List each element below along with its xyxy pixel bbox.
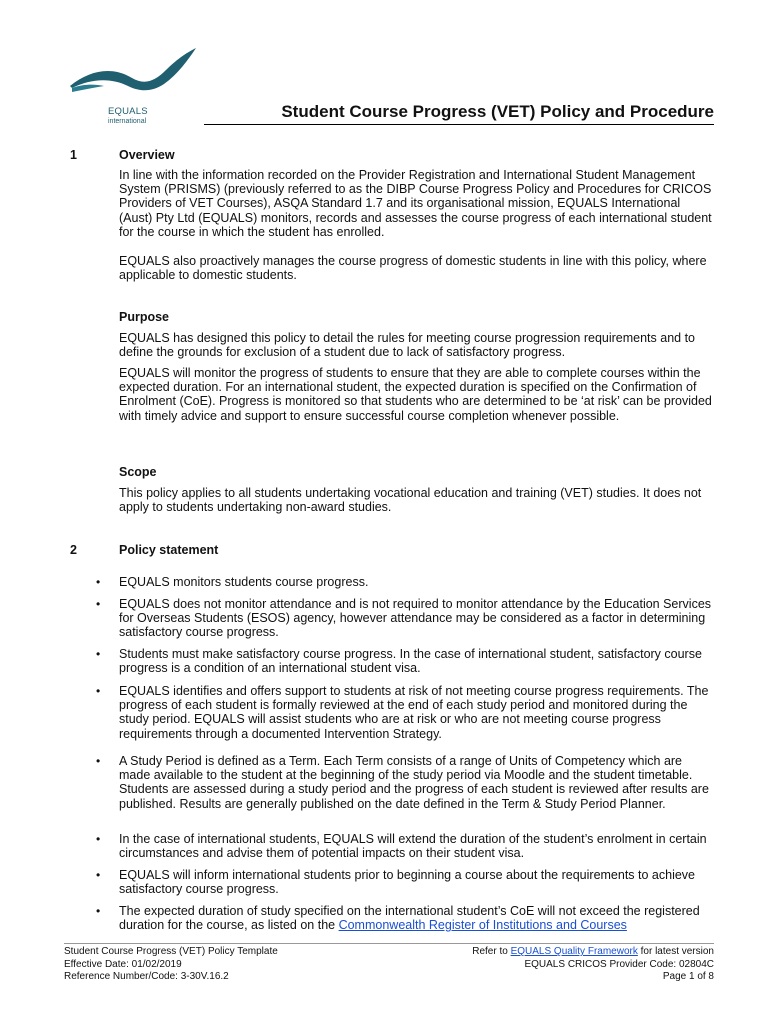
footer-version-note	[472, 946, 714, 959]
scope-heading: Scope	[119, 465, 157, 479]
bullet-marker: •	[96, 754, 101, 768]
logo-sub-text: international	[108, 118, 147, 125]
footer-page-number: Page 1 of 8	[662, 971, 714, 982]
policy-bullet-5: A Study Period is defined as a Term. Each Term consists of a range of Units of Competency which are made available to the student at the beginning of the study period via Moodle and the student timetable. Students are assessed during a study period and the progress of each student is reviewed after results are published. Results are generally published on the date defined in the Term & Study Period Planner.	[119, 754, 709, 811]
purpose-heading: Purpose	[119, 310, 170, 324]
section-1-heading: Overview	[119, 148, 175, 162]
footer-reference-code: Reference Number/Code: 3-30V.16.2	[64, 971, 229, 982]
policy-bullet-4: EQUALS identifies and offers support to students at risk of not meeting course progress requirements. The progress of each student is formally reviewed at the end of each study period and monitored during the study period. EQUALS will assist students who are at risk or who are not meeting course progress requirements through a documented Intervention Strategy.	[119, 684, 709, 741]
policy-bullet-2: EQUALS does not monitor attendance and is not required to monitor attendance by the Education Services for Overseas Students (ESOS) agency, however attendance may be considered as a factor in determining satisfactory course progress.	[119, 597, 712, 640]
scope-paragraph: This policy applies to all students undertaking vocational education and training (VET) studies. It does not apply to students undertaking non-award studies.	[119, 486, 702, 515]
purpose-paragraph-2: EQUALS will monitor the progress of students to ensure that they are able to complete courses within the expected duration. For an international student, the expected duration is specified on the Confirmation of Enrolment (CoE). Progress is monitored so that students who are determined to be ‘at risk’ can be provided with timely advice and support to ensure successful course completion whenever possible.	[119, 366, 712, 423]
logo-brand-text: EQUALS	[108, 106, 148, 117]
bullet-marker: •	[96, 684, 101, 698]
footer-latest-version-text: for latest version	[637, 946, 714, 957]
bullet-marker: •	[96, 575, 101, 589]
bullet-marker: •	[96, 868, 101, 882]
footer-refer-text: Refer to	[472, 946, 511, 957]
purpose-paragraph-1: EQUALS has designed this policy to detail the rules for meeting course progression requirements and to define the grounds for exclusion of a student due to lack of satisfactory progress.	[119, 331, 696, 360]
overview-paragraph-2: EQUALS also proactively manages the course progress of domestic students in line with this policy, where applicable to domestic students.	[119, 254, 707, 283]
section-1-number: 1	[70, 148, 77, 162]
footer-effective-date: Effective Date: 01/02/2019	[64, 958, 182, 970]
equals-logo	[66, 44, 201, 134]
policy-bullet-1: EQUALS monitors students course progress.	[119, 575, 369, 589]
policy-bullet-6: In the case of international students, EQUALS will extend the duration of the student’s enrolment in certain circumstances and advise them of potential impacts on their student visa.	[119, 832, 707, 861]
footer-divider	[64, 943, 714, 944]
bullet-marker: •	[96, 647, 101, 661]
footer-template-name: Student Course Progress (VET) Policy Template	[64, 946, 278, 957]
bird-wing-icon	[66, 44, 201, 106]
policy-bullet-7: EQUALS will inform international students prior to beginning a course about the requirements to achieve satisfactory course progress.	[119, 868, 696, 897]
bullet-marker: •	[96, 597, 101, 611]
quality-framework-link[interactable]: EQUALS Quality Framework	[510, 946, 638, 957]
section-2-heading: Policy statement	[119, 543, 219, 557]
policy-bullet-8	[119, 904, 715, 932]
overview-paragraph-1: In line with the information recorded on the Provider Registration and International Student Management System (PRISMS) (previously referred to as the DIBP Course Progress Policy and Procedures for CRICOS Providers of VET Courses), ASQA Standard 1.7 and its organisational mission, EQUALS International (Aust) Pty Ltd (EQUALS) monitors, records and assesses the course progress of each international student for the course in which the student has enrolled.	[119, 168, 712, 239]
policy-bullet-8-text: The expected duration of study specified on the international student’s CoE will not exceed the registered duration for the course, as listed on the	[119, 904, 700, 933]
title-underline	[204, 124, 714, 125]
cricos-register-link[interactable]: Commonwealth Register of Institutions and Courses	[338, 918, 627, 933]
section-2-number: 2	[70, 543, 77, 557]
footer-left	[64, 946, 278, 984]
footer-right	[472, 946, 714, 984]
document-title: Student Course Progress (VET) Policy and Procedure	[281, 102, 714, 121]
footer-provider-code: EQUALS CRICOS Provider Code: 02804C	[524, 958, 714, 970]
bullet-marker: •	[96, 904, 101, 918]
policy-bullet-3: Students must make satisfactory course progress. In the case of international student, satisfactory course progress is a condition of an international student visa.	[119, 647, 702, 676]
bullet-marker: •	[96, 832, 101, 846]
